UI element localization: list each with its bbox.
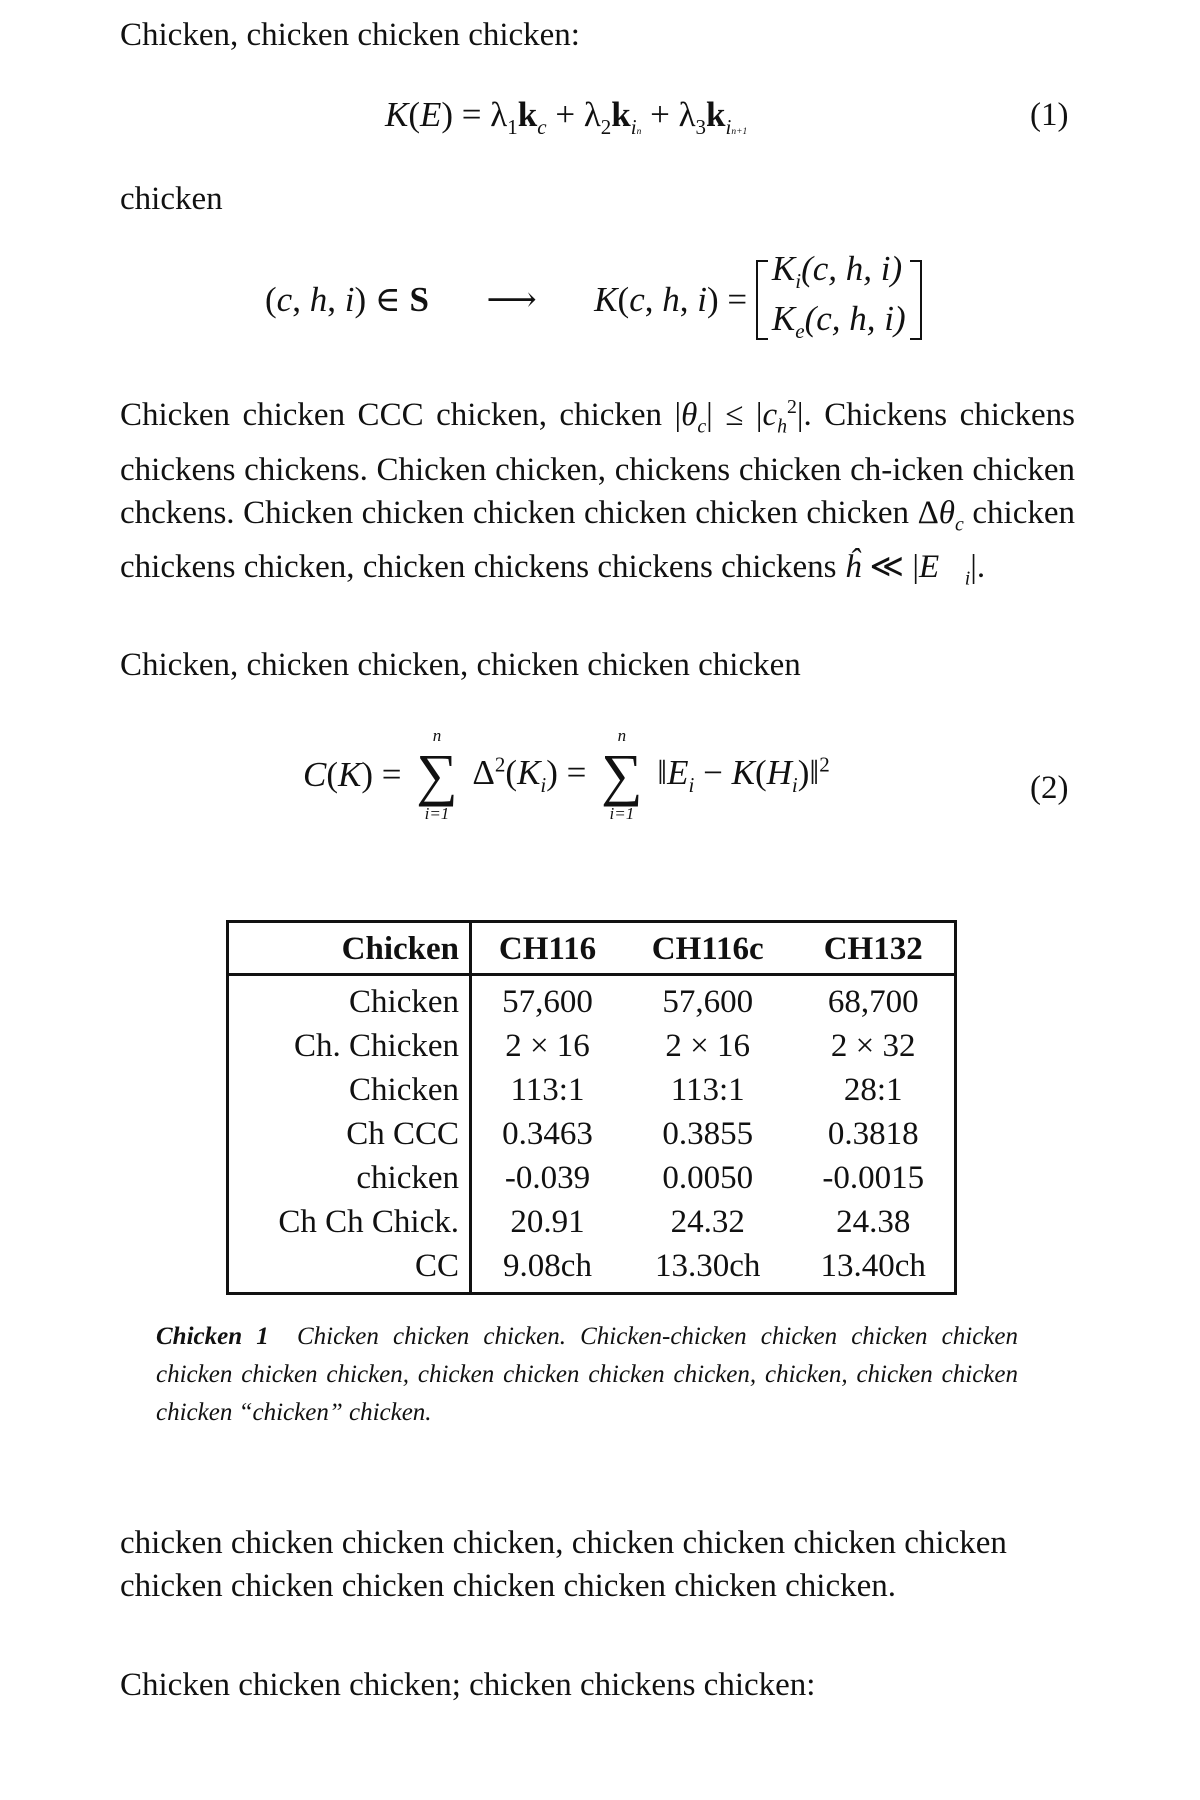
table-cell: 13.30ch (655, 1248, 761, 1284)
equation-1-number: (1) (1030, 97, 1069, 133)
table-cell: 57,600 (662, 984, 754, 1020)
table-cell: 2 × 16 (665, 1028, 751, 1064)
table-cell: 20.91 (510, 1204, 585, 1240)
mapping-equation: (c, h, i) ∈ S ⟶ K(c, h, i) = $K_i(c$, h, i) $K_e(c$, h, i) (265, 250, 922, 350)
table-cell: 2 × 16 (505, 1028, 590, 1064)
table-row (228, 1244, 956, 1294)
table-row (228, 1200, 956, 1244)
table-caption (156, 1318, 1018, 1432)
table-cell: -0.039 (504, 1160, 591, 1196)
table-header-cell: CH132 (792, 922, 955, 975)
row-label: CC (228, 1244, 471, 1294)
table-cell: 2 × 32 (830, 1028, 916, 1064)
table-row (228, 975, 956, 1025)
table-cell: 0.0050 (662, 1160, 754, 1196)
table-row (228, 1112, 956, 1156)
sum-symbol-1: n ∑ i=1 (416, 726, 458, 823)
table-cell: 0.3818 (827, 1116, 919, 1152)
table-cell: 57,600 (502, 984, 593, 1020)
row-label: Chicken (228, 1068, 471, 1112)
arrow-icon: ⟶ (486, 280, 537, 319)
table-cell: 28:1 (843, 1072, 903, 1108)
paragraph-1-part3: chicken chickens chicken, chicken chickens chickens chickens (120, 494, 1075, 586)
data-table (226, 920, 957, 1295)
table-header-cell: Chicken (228, 922, 471, 975)
after-table-text: chicken chicken chicken chicken, chicken chicken chicken chicken chicken chicken chicken chicken chicken chicken chicken. (120, 1525, 1007, 1604)
table-header-cell: CH116 (471, 922, 624, 975)
row-label: Chicken (228, 975, 471, 1025)
table-cell: 113:1 (670, 1072, 745, 1108)
column-vector: $K_i(c$, h, i) $K_e(c$, h, i) (756, 250, 922, 350)
table-header-cell: CH116c (623, 922, 792, 975)
table-cell: 0.3463 (502, 1116, 593, 1152)
caption-text: Chicken chicken chicken. Chicken-chicken chicken chicken chicken chicken chicken chicken, chicken chicken chicken chicken, chicken, chicken chicken chicken “chicken” chicken. (156, 1323, 1018, 1426)
sum-symbol-2: n ∑ i=1 (601, 726, 643, 823)
row-label: Ch CCC (228, 1112, 471, 1156)
table-cell: 24.32 (670, 1204, 745, 1240)
table-cell: 24.38 (836, 1204, 911, 1240)
caption-label: Chicken 1 (156, 1323, 269, 1350)
row-label: Ch. Chicken (228, 1024, 471, 1068)
table-cell: 13.40ch (820, 1248, 926, 1284)
table-cell: 68,700 (827, 984, 919, 1020)
equation-2: C(K) = n ∑ i=1 $\Delta^2(K_i)$ = n ∑ i=1 $‖E_i$ − $K(H_i)‖^2$ (303, 726, 830, 823)
table-cell: 9.08ch (503, 1248, 592, 1284)
paragraph-1-part2: Chickens chickens chickens chickens. Chicken chicken, chickens chicken ch-icken chicken chckens. Chicken chicken chicken chicken chicken chicken (120, 397, 1076, 531)
before-eq2-text: Chicken, chicken chicken, chicken chicken chicken (120, 647, 801, 683)
table-header-row (228, 922, 956, 975)
equation-1: $K(E) = \lambda_1k_c + \lambda_2k_{in} + \lambda_3k_{in+1}$ (385, 95, 748, 139)
paragraph-1: Chicken chicken CCC chicken, chicken $|\theta_c| \le |c_h^2|$. Chickens chickens chickens chickens. Chicken chicken, chickens chicken ch-icken chicken chckens. Chicken chicken chicken chicken chicken chicken $\Delta\theta_c$ chicken chickens chicken, chicken chickens chickens chickens ĥ ≪ $|E⃗_i|$. (120, 396, 1076, 590)
table-cell: 113:1 (510, 1072, 585, 1108)
table-row (228, 1068, 956, 1112)
table-cell: 0.3855 (662, 1116, 754, 1152)
table-row (228, 1024, 956, 1068)
paragraph-1-part1: Chicken chicken CCC chicken, chicken (120, 397, 663, 433)
equation-2-number: (2) (1030, 770, 1069, 806)
table-row (228, 1156, 956, 1200)
table-cell: -0.0015 (822, 1160, 925, 1196)
row-label: Ch Ch Chick. (228, 1200, 471, 1244)
intro-text: Chicken, chicken chicken chicken: (120, 17, 580, 53)
closing-text: Chicken chicken chicken; chicken chickens chicken: (120, 1667, 816, 1703)
row-label: chicken (228, 1156, 471, 1200)
after-eq1-text: chicken (120, 181, 223, 217)
